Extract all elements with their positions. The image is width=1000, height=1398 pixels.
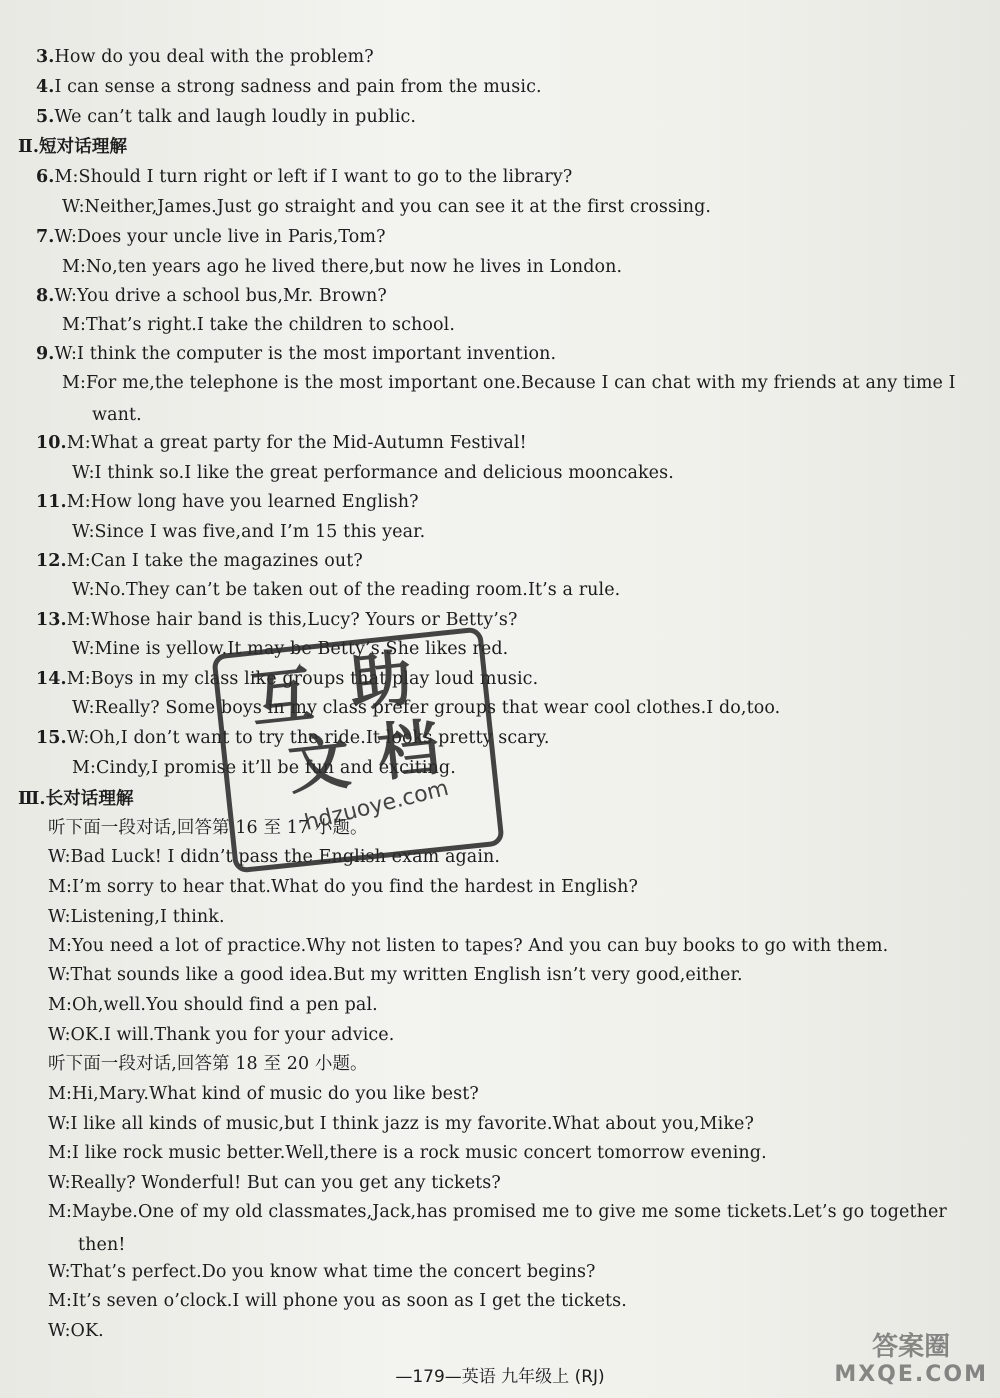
dialogue-line: M:I’m sorry to hear that.What do you find the hardest in English? — [48, 877, 638, 897]
section-heading-3: Ⅲ.长对话理解 — [18, 789, 134, 809]
dialogue-line: M:Maybe.One of my old classmates,Jack,has promised me to give me some tickets.Let’s go together — [48, 1202, 947, 1222]
section-heading-2: Ⅱ.短对话理解 — [18, 137, 128, 157]
stamp-char: 互 — [247, 657, 317, 737]
watermark-title: 答案圈 — [872, 1332, 951, 1362]
dialogue-line: M:For me,the telephone is the most important one.Because I can chat with my friends at any time I — [62, 373, 956, 393]
dialogue-line-continuation: want. — [92, 405, 142, 425]
item-number: 11. — [36, 492, 67, 512]
item-text: W:I think the computer is the most important invention. — [54, 344, 557, 364]
item-text: M:How long have you learned English? — [66, 492, 419, 512]
item-text: M:What a great party for the Mid-Autumn Festival! — [66, 433, 527, 453]
item-number: 15. — [36, 728, 67, 748]
item-number: 3. — [36, 47, 55, 67]
stamp-char: 文 — [284, 724, 354, 804]
item-text: W:Does your uncle live in Paris,Tom? — [54, 227, 386, 247]
item-text: M:Should I turn right or left if I want to go to the library? — [54, 167, 573, 187]
dialogue-line: W:That sounds like a good idea.But my written English isn’t very good,either. — [48, 965, 743, 985]
dialogue-line: W:Really? Wonderful! But can you get any tickets? — [48, 1173, 501, 1193]
dialogue-line: W:That’s perfect.Do you know what time the concert begins? — [48, 1262, 596, 1282]
item-8 — [36, 285, 387, 307]
mxqe-watermark — [826, 1330, 996, 1392]
item-number: 14. — [36, 669, 67, 689]
item-number: 9. — [36, 344, 55, 364]
dialogue-line: W:Listening,I think. — [48, 907, 225, 927]
item-3 — [36, 46, 374, 68]
item-6 — [36, 166, 572, 188]
dialogue-line: M:Oh,well.You should find a pen pal. — [48, 995, 378, 1015]
dialogue-line: M:Cindy,I promise it’ll be fun and exciting. — [72, 758, 456, 778]
hdzuoye-stamp — [211, 626, 505, 873]
item-4 — [36, 76, 542, 98]
dialogue-line: W:Since I was five,and I’m 15 this year. — [72, 522, 426, 542]
item-number: 8. — [36, 286, 55, 306]
item-text: M:Boys in my class like groups that play loud music. — [66, 669, 539, 689]
item-number: 7. — [36, 227, 55, 247]
dialogue-line: W:Bad Luck! I didn’t pass the English exam again. — [48, 847, 501, 867]
dialogue-line: M:It’s seven o’clock.I will phone you as soon as I get the tickets. — [48, 1291, 627, 1311]
dialogue-line: W:No.They can’t be taken out of the reading room.It’s a rule. — [72, 580, 621, 600]
dialogue-line: W:OK. — [48, 1321, 104, 1341]
stamp-url: hdzuoye.com — [302, 775, 452, 836]
dialogue-line: M:I like rock music better.Well,there is a rock music concert tomorrow evening. — [48, 1143, 767, 1163]
item-text: We can’t talk and laugh loudly in public. — [54, 107, 417, 127]
item-text: How do you deal with the problem? — [54, 47, 374, 67]
item-number: 4. — [36, 77, 55, 97]
item-number: 12. — [36, 551, 67, 571]
dialogue-line: W:I like all kinds of music,but I think jazz is my favorite.What about you,Mike? — [48, 1114, 754, 1134]
dialogue-line: W:I think so.I like the great performance and delicious mooncakes. — [72, 463, 674, 483]
item-11 — [36, 491, 419, 513]
dialogue-line: W:Mine is yellow.It may be Betty’s.She likes red. — [72, 639, 509, 659]
item-number: 6. — [36, 167, 55, 187]
watermark-domain: MXQE.COM — [834, 1362, 988, 1387]
dialogue-line: M:No,ten years ago he lived there,but now he lives in London. — [62, 257, 623, 277]
dialogue-line: M:You need a lot of practice.Why not listen to tapes? And you can buy books to go with them. — [48, 936, 889, 956]
item-text: M:Can I take the magazines out? — [66, 551, 363, 571]
stamp-char: 档 — [373, 710, 443, 790]
dialogue-line: W:OK.I will.Thank you for your advice. — [48, 1025, 395, 1045]
item-7 — [36, 226, 386, 248]
item-text: W:You drive a school bus,Mr. Brown? — [54, 286, 387, 306]
item-text: W:Oh,I don’t want to try the ride.It looks pretty scary. — [66, 728, 550, 748]
item-text: I can sense a strong sadness and pain from the music. — [54, 77, 542, 97]
dialogue-line: M:Hi,Mary.What kind of music do you like best? — [48, 1084, 479, 1104]
item-text: M:Whose hair band is this,Lucy? Yours or Betty’s? — [66, 610, 518, 630]
item-5 — [36, 106, 416, 128]
stamp-char: 助 — [346, 641, 416, 721]
dialogue-line-continuation: then! — [78, 1235, 126, 1255]
item-9 — [36, 343, 556, 365]
item-12 — [36, 550, 363, 572]
dialogue-line: W:Neither,James.Just go straight and you can see it at the first crossing. — [62, 197, 712, 217]
item-number: 5. — [36, 107, 55, 127]
dialogue-line: M:That’s right.I take the children to school. — [62, 315, 455, 335]
item-number: 10. — [36, 433, 67, 453]
item-number: 13. — [36, 610, 67, 630]
item-13 — [36, 609, 517, 631]
instruction-18-20: 听下面一段对话,回答第 18 至 20 小题。 — [48, 1054, 368, 1074]
instruction-16-17: 听下面一段对话,回答第 16 至 17 小题。 — [48, 818, 368, 838]
item-10 — [36, 432, 527, 454]
page-footer: —179—英语 九年级上 (RJ) — [395, 1367, 605, 1387]
dialogue-line: W:Really? Some boys in my class prefer groups that wear cool clothes.I do,too. — [72, 698, 781, 718]
